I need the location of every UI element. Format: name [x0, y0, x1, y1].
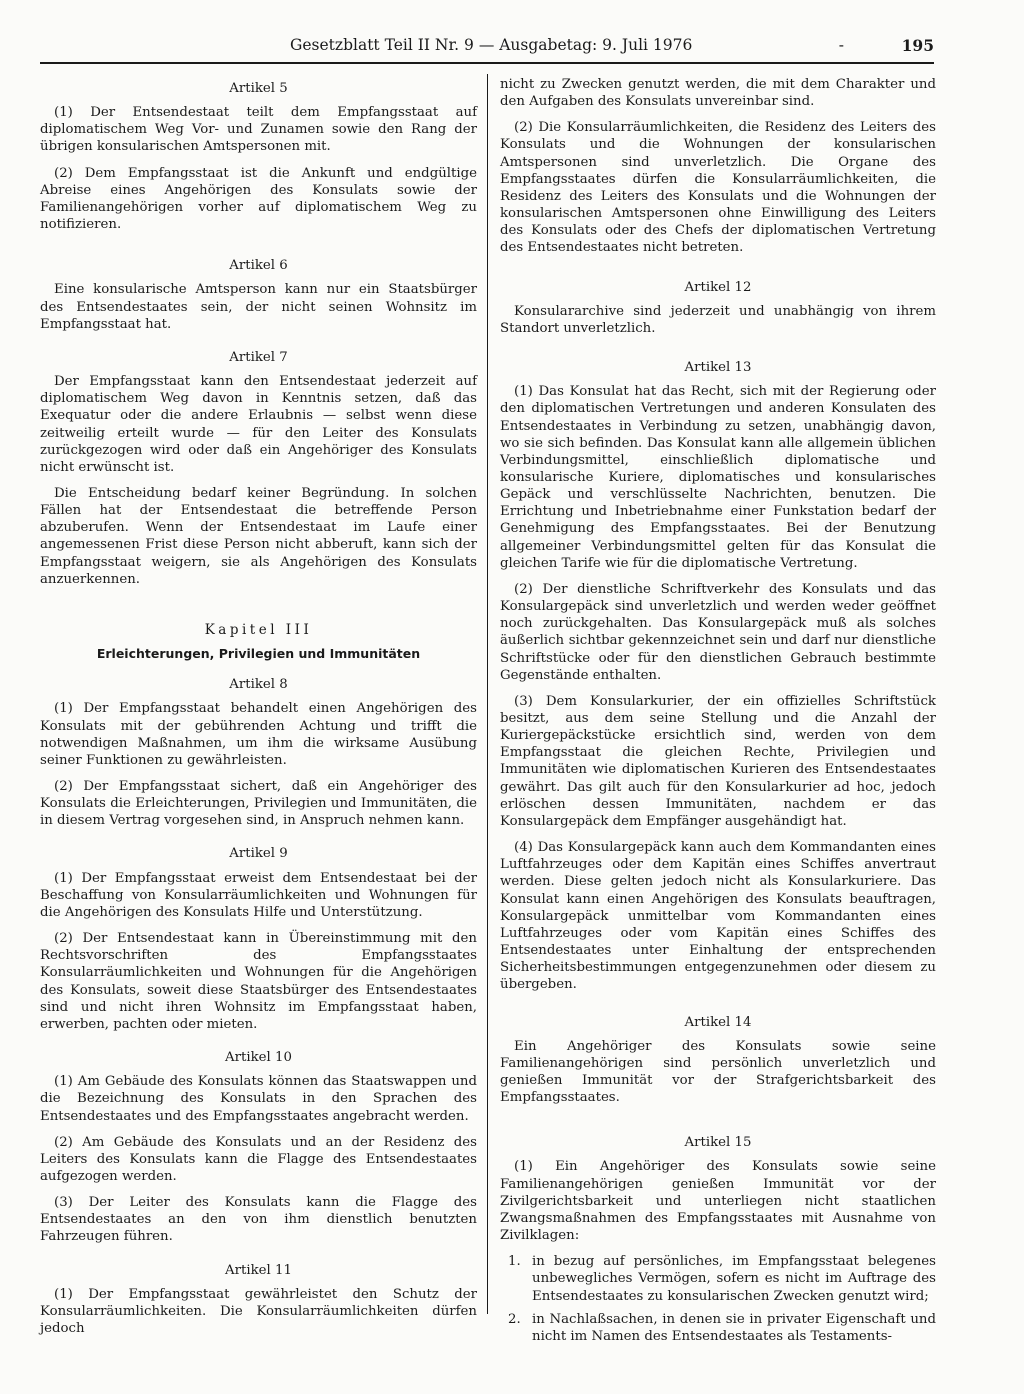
header-dot: - [838, 36, 844, 54]
article-10-heading: Artikel 10 [225, 1050, 292, 1066]
article-10-para-3: (3) Der Leiter des Konsulats kann die Flagge des Entsendestaates an den von ihm dienstlich benutzten Fahrzeugen führen. [40, 1195, 477, 1245]
article-11-heading: Artikel 11 [225, 1262, 292, 1278]
article-9-heading: Artikel 9 [229, 846, 288, 862]
header-rule [40, 62, 934, 64]
article-11-para-2: (2) Die Konsularräumlichkeiten, die Residenz des Leiters des Konsulats und die Wohnungen der konsularischen Amtspersonen sind unverletzlich. Die Organe des Empfangsstaates dürfen die Konsularräumlichkeiten, die Residenz des Leiters des Konsulats und die Wohnungen der konsularischen Amtspersonen ohne Einwilligung des Leiters des Konsulats oder des Chefs der diplomatischen Vertretung des Entsendestaates nicht betreten. [500, 120, 936, 256]
article-11-para-1: (1) Der Empfangsstaat gewährleistet den Schutz der Konsularräumlichkeiten. Die Konsularräumlichkeiten dürfen jedoch [40, 1286, 477, 1337]
chapter-title: Erleichterungen, Privilegien und Immunitäten [96, 646, 421, 662]
article-8-para-2: (2) Der Empfangsstaat sichert, daß ein Angehöriger des Konsulats die Erleichterungen, Privilegien und Immunitäten, die in diesem Vertrag vorgesehen sind, in Anspruch nehmen kann. [40, 779, 477, 829]
article-5-para-2: (2) Dem Empfangsstaat ist die Ankunft und endgültige Abreise eines Angehörigen des Konsulats sowie der Familienangehörigen vorher auf diplomatischem Weg zu notifizieren. [40, 165, 477, 233]
article-13-heading: Artikel 13 [684, 360, 752, 376]
article-8-heading: Artikel 8 [229, 677, 288, 693]
article-9-para-1: (1) Der Empfangsstaat erweist dem Entsendestaat bei der Beschaffung von Konsularräumlichkeiten und Wohnungen für die Angehörigen des Konsulats Hilfe und Unterstützung. [40, 870, 477, 920]
left-column [40, 80, 477, 1346]
article-8-para-1: (1) Der Empfangsstaat behandelt einen Angehörigen des Konsulats mit der gebührenden Achtung und trifft die notwendigen Maßnahmen, um ihm die wirksame Ausübung seiner Funktionen zu gewährleisten. [40, 701, 477, 768]
list-item [500, 1253, 936, 1304]
chapter-label: Kapitel III [204, 621, 313, 638]
list-item-text: in bezug auf persönliches, im Empfangsstaat belegenes unbewegliches Vermögen, sofern es nicht im Auftrage des Entsendestaates zu konsularischen Zwecken genutzt wird; [532, 1254, 936, 1304]
article-15-list [500, 1253, 936, 1345]
article-13-para-4: (4) Das Konsulargepäck kann auch dem Kommandanten eines Luftfahrzeuges oder dem Kapitän eines Schiffes anvertraut werden. Diese gelten jedoch nicht als Konsularkuriere. Das Konsulat kann einen Angehörigen des Konsulats beauftragen, Konsulargepäck unmittelbar vom Kommandanten eines Luftfahrzeuges oder vom Kapitän eines Schiffes des Entsendestaates unter Einhaltung der entsprechenden Sicherheitsbestimmungen entgegenzunehmen oder diesem zu übergeben. [500, 840, 936, 993]
article-13-para-2: (2) Der dienstliche Schriftverkehr des Konsulats und das Konsulargepäck sind unverletzlich und werden weder geöffnet noch zurückgehalten. Das Konsulargepäck muß als solches äußerlich sichtbar gekennzeichnet sein und darf nur dienstliche Schriftstücke oder für den dienstlichen Gebrauch bestimmte Gegenstände enthalten. [500, 581, 936, 683]
article-14-heading: Artikel 14 [684, 1014, 752, 1030]
column-divider [487, 74, 488, 1314]
right-column [500, 76, 936, 1351]
article-10-para-1: (1) Am Gebäude des Konsulats können das Staatswappen und die Bezeichnung des Konsulats in den Sprachen des Entsendestaates und des Empfangsstaates angebracht werden. [40, 1074, 477, 1124]
list-item [500, 1311, 936, 1345]
article-12-heading: Artikel 12 [684, 279, 752, 295]
article-6-para-1: Eine konsularische Amtsperson kann nur ein Staatsbürger des Entsendestaates sein, der nicht seinen Wohnsitz im Empfangsstaat hat. [40, 282, 477, 332]
article-14-para-1: Ein Angehöriger des Konsulats sowie seine Familienangehörigen sind persönlich unverletzlich und genießen Immunität vor der Strafgerichtsbarkeit des Empfangsstaates. [500, 1038, 936, 1106]
article-5-heading: Artikel 5 [229, 81, 288, 96]
article-13-para-3: (3) Dem Konsularkurier, der ein offizielles Schriftstück besitzt, aus dem seine Stellung und die Anzahl der Kuriergepäckstücke ersichtlich sind, werden von dem Empfangsstaat die gleichen Rechte, Privilegien und Immunitäten wie diplomatischen Kurieren des Entsendestaates gewährt. Das gilt auch für den Konsularkurier ad hoc, jedoch erlöschen dessen Immunitäten, nachdem er das Konsulargepäck dem Empfänger ausgehändigt hat. [500, 693, 936, 829]
article-5-para-1: (1) Der Entsendestaat teilt dem Empfangsstaat auf diplomatischem Weg Vor- und Zunamen sowie den Rang der übrigen konsularischen Amtspersonen mit. [40, 105, 477, 155]
header-title: Gesetzblatt Teil II Nr. 9 — Ausgabetag: 9. Juli 1976 [290, 36, 693, 54]
article-15-para-1: (1) Ein Angehöriger des Konsulats sowie seine Familienangehörigen genießen Immunität vor der Zivilgerichtsbarkeit und unterliegen nicht staatlichen Zwangsmaßnahmen des Empfangsstaates mit Ausnahme von Zivilklagen: [500, 1159, 936, 1244]
article-10-para-2: (2) Am Gebäude des Konsulats und an der Residenz des Leiters des Konsulats kann die Flagge des Entsendestaates aufgezogen werden. [40, 1134, 477, 1184]
article-15-heading: Artikel 15 [684, 1135, 752, 1151]
list-item-number: 2. [508, 1311, 521, 1327]
page-header [40, 34, 934, 60]
article-6-heading: Artikel 6 [229, 258, 288, 274]
article-9-para-2: (2) Der Entsendestaat kann in Übereinstimmung mit den Rechtsvorschriften des Empfangsstaates Konsularräumlichkeiten und Wohnungen für die Angehörigen des Konsulats, soweit diese Staatsbürger des Entsendestaates sind und nicht ihren Wohnsitz im Empfangsstaat haben, erwerben, pachten oder mieten. [40, 931, 477, 1032]
list-item-text: in Nachlaßsachen, in denen sie in privater Eigenschaft und nicht im Namen des Entsendestaates als Testaments- [532, 1311, 936, 1344]
article-13-para-1: (1) Das Konsulat hat das Recht, sich mit der Regierung oder den diplomatischen Vertretungen und anderen Konsulaten des Entsendestaates in Verbindung zu setzen, unabhängig davon, wo sie sich befinden. Das Konsulat kann alle allgemein üblichen Verbindungsmittel, einschließlich diplomatische und konsularische Kuriere, diplomatisches und konsularisches Gepäck und verschlüsselte Nachrichten, benutzen. Die Errichtung und Inbetriebnahme einer Funkstation bedarf der Genehmigung des Empfangsstaates. Bei der Benutzung allgemeiner Verbindungsmittel gelten für das Konsulat die gleichen Tarife wie für die diplomatische Vertretung. [500, 384, 936, 571]
article-12-para-1: Konsulararchive sind jederzeit und unabhängig von ihrem Standort unverletzlich. [500, 303, 936, 336]
page-number: 195 [901, 36, 934, 55]
article-7-para-2: Die Entscheidung bedarf keiner Begründung. In solchen Fällen hat der Entsendestaat die betreffende Person abzuberufen. Wenn der Entsendestaat im Laufe einer angemessenen Frist diese Person nicht abberuft, kann sich der Empfangsstaat weigern, sie als Angehörigen des Konsulats anzuerkennen. [40, 485, 477, 587]
article-7-para-1: Der Empfangsstaat kann den Entsendestaat jederzeit auf diplomatischem Weg davon in Kenntnis setzen, daß das Exequatur oder die andere Erlaubnis — selbst wenn diese zeitweilig erteilt wurde — für den Leiter des Konsulats zurückgezogen wird oder daß ein Angehöriger des Konsulats nicht erwünscht ist. [40, 374, 477, 475]
article-11-continuation: nicht zu Zwecken genutzt werden, die mit dem Charakter und den Aufgaben des Konsulats unvereinbar sind. [500, 77, 936, 110]
list-item-number: 1. [508, 1254, 521, 1270]
article-7-heading: Artikel 7 [229, 349, 288, 365]
